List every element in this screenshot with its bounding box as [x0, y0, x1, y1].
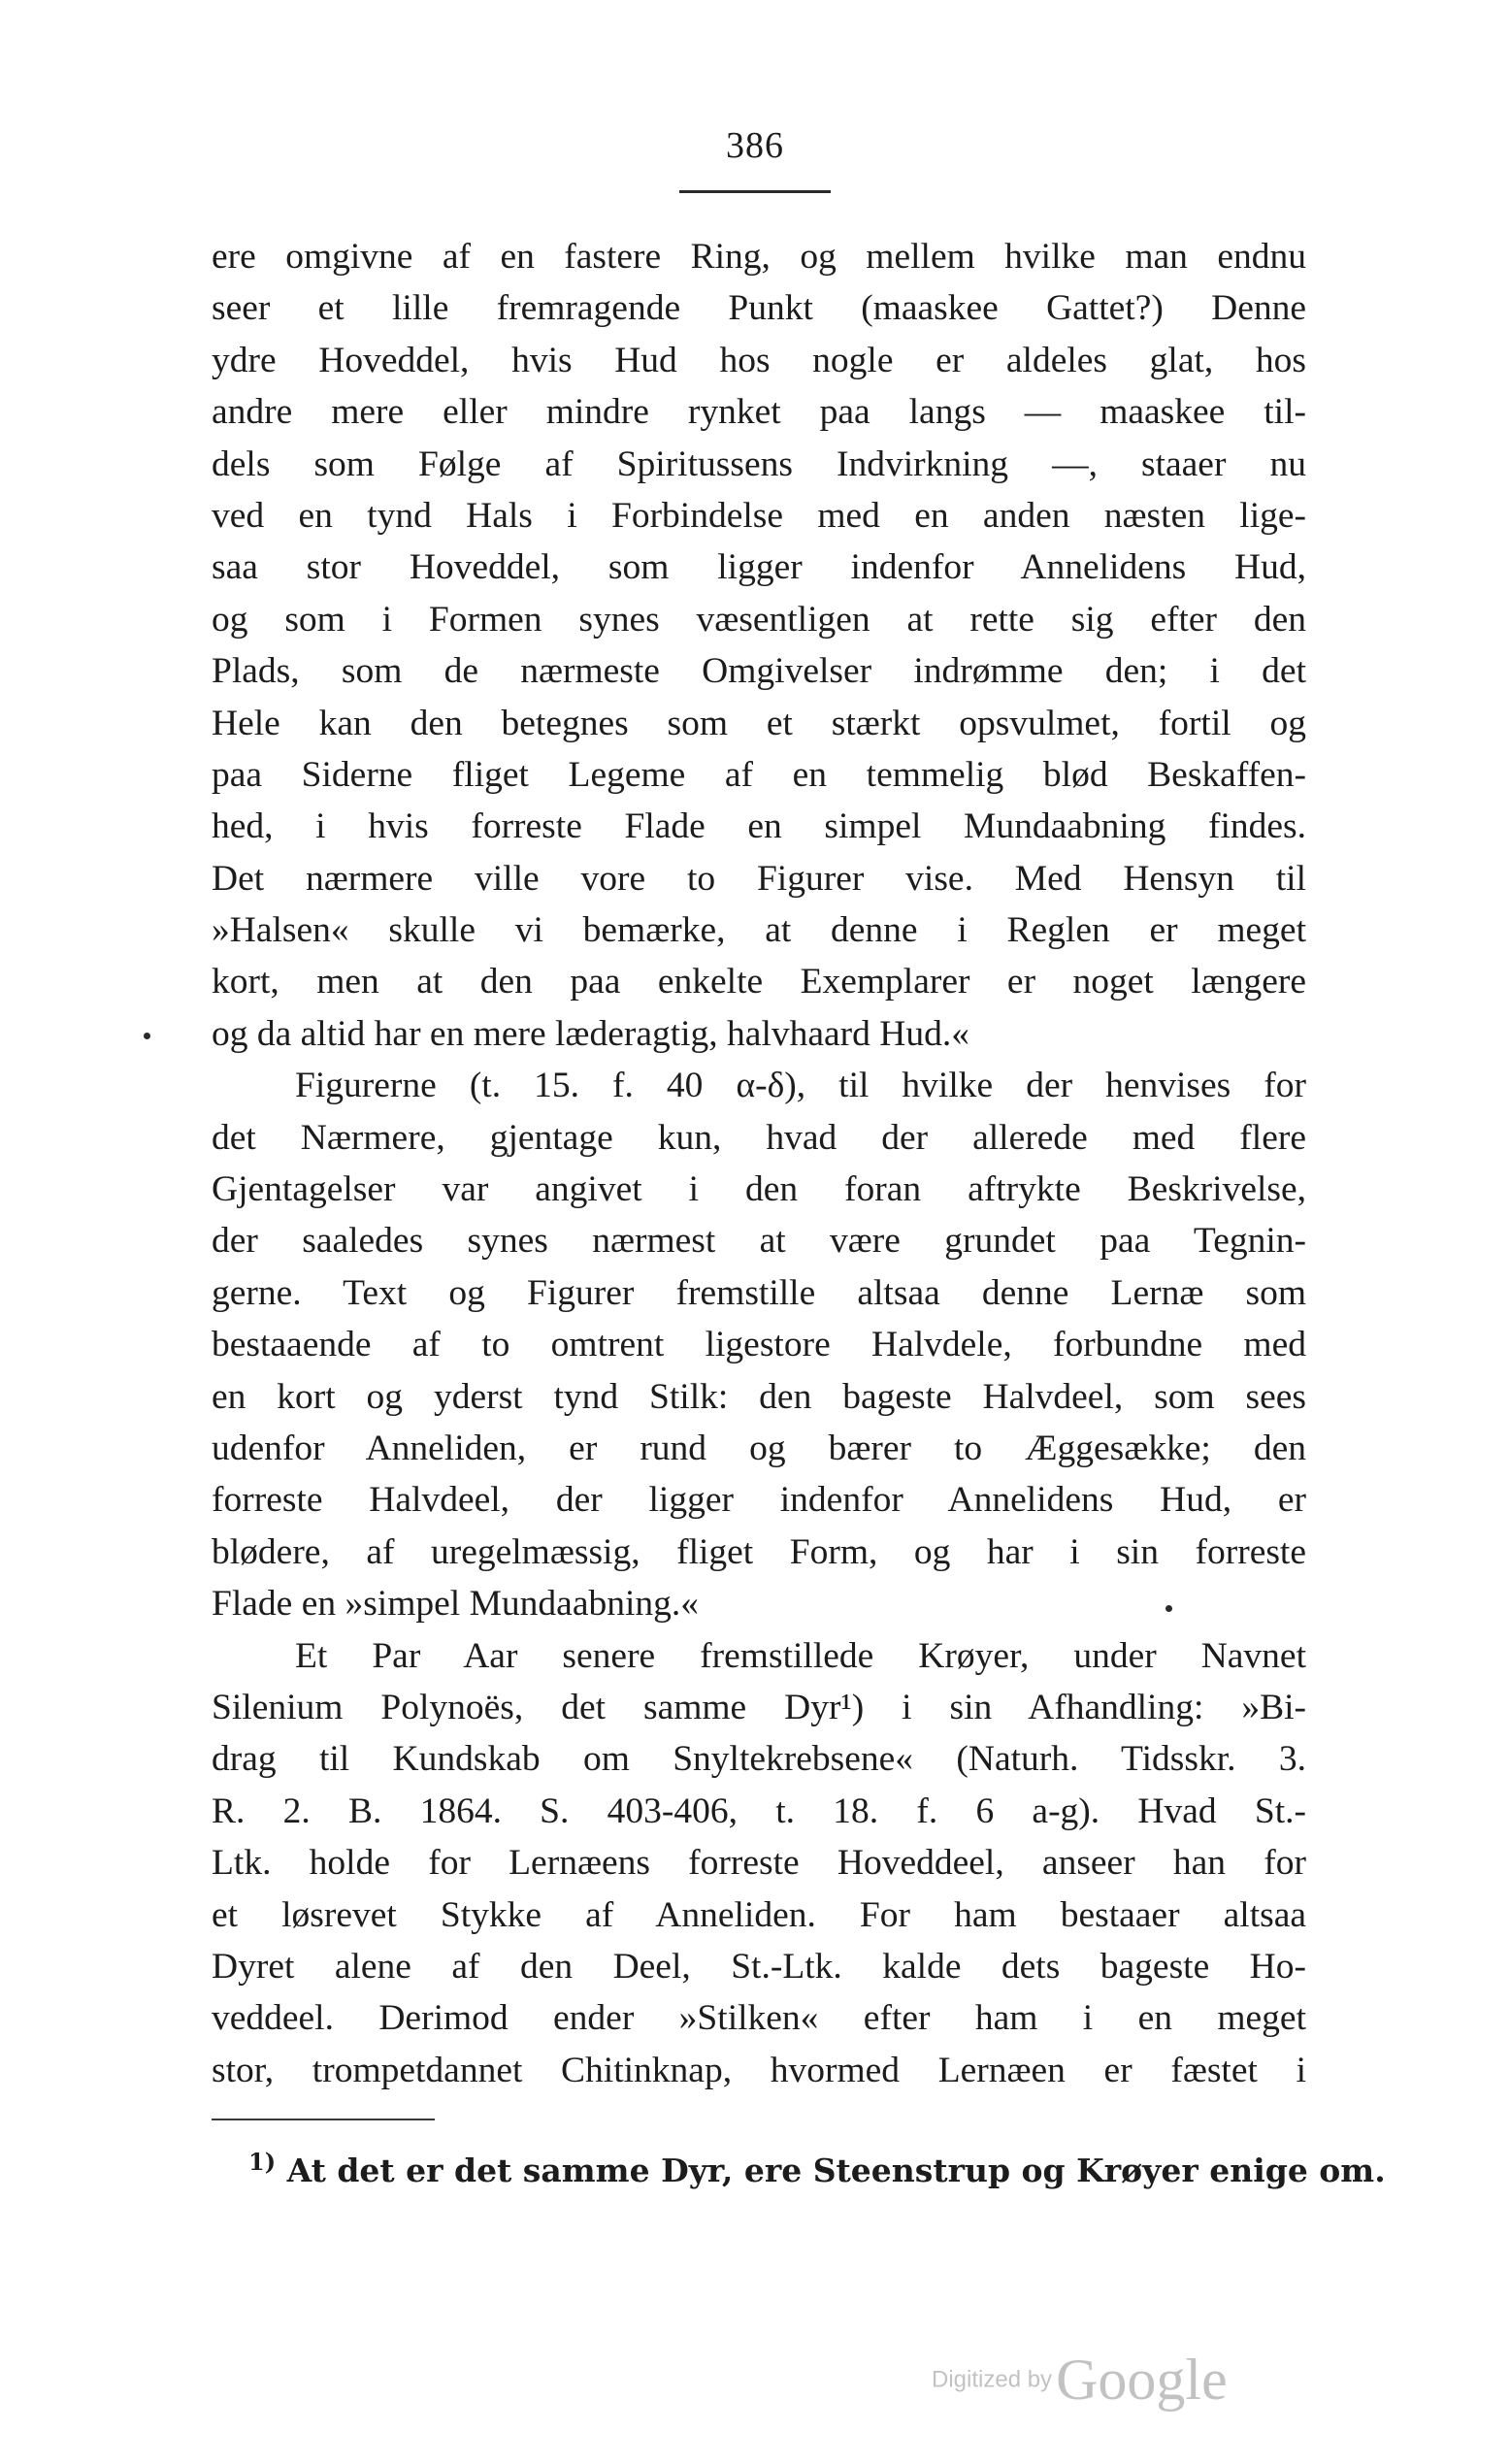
digitized-watermark	[932, 2347, 1228, 2414]
text-line: »Halsen« skulle vi bemærke, at denne i Reglen er meget	[212, 910, 1306, 951]
footnote-marker: 1)	[248, 2148, 277, 2176]
text-line: gerne. Text og Figurer fremstille altsaa denne Lernæ som	[212, 1272, 1306, 1313]
text-line: Figurerne (t. 15. f. 40 α-δ), til hvilke der henvises for	[295, 1066, 1306, 1106]
text-line: R. 2. B. 1864. S. 403-406, t. 18. f. 6 a-g). Hvad St.-	[212, 1791, 1306, 1831]
text-line: et løsrevet Stykke af Anneliden. For ham bestaaer altsaa	[212, 1894, 1306, 1935]
text-line: Dyret alene af den Deel, St.-Ltk. kalde dets bageste Ho-	[212, 1946, 1306, 1987]
text-line: kort, men at den paa enkelte Exemplarer er noget længere	[212, 962, 1306, 1002]
watermark-brand-logo: Google	[1056, 2348, 1228, 2412]
text-line: stor, trompetdannet Chitinknap, hvormed Lernæen er fæstet i	[212, 2050, 1306, 2090]
text-line: Hele kan den betegnes som et stærkt opsvulmet, fortil og	[212, 703, 1306, 743]
text-line: ydre Hoveddel, hvis Hud hos nogle er aldeles glat, hos	[212, 340, 1306, 380]
text-line: Ltk. holde for Lernæens forreste Hoveddeel, anseer han for	[212, 1843, 1306, 1884]
text-line: ere omgivne af en fastere Ring, og mellem hvilke man endnu	[212, 237, 1306, 277]
text-line: og som i Formen synes væsentligen at rette sig efter den	[212, 599, 1306, 640]
text-line: bestaaende af to omtrent ligestore Halvdele, forbundne med	[212, 1325, 1306, 1365]
footnote-text: At det er det samme Dyr, ere Steenstrup og Krøyer enige om.	[286, 2152, 1386, 2189]
text-line: Et Par Aar senere fremstillede Krøyer, under Navnet	[295, 1635, 1306, 1676]
text-line: saa stor Hoveddel, som ligger indenfor Annelidens Hud,	[212, 547, 1306, 588]
text-line: Plads, som de nærmeste Omgivelser indrømme den; i det	[212, 651, 1306, 692]
text-line: drag til Kundskab om Snyltekrebsene« (Naturh. Tidsskr. 3.	[212, 1739, 1306, 1780]
text-line: seer et lille fremragende Punkt (maaskee Gattet?) Denne	[212, 288, 1306, 329]
text-line: dels som Følge af Spiritussens Indvirkning —, staaer nu	[212, 444, 1306, 484]
body-text	[212, 231, 1306, 2096]
scan-speck	[1165, 1605, 1172, 1612]
text-line: en kort og yderst tynd Stilk: den bageste Halvdeel, som sees	[212, 1376, 1306, 1417]
watermark-prefix: Digitized by	[932, 2366, 1053, 2393]
page-number: 386	[726, 125, 784, 166]
text-line: ved en tynd Hals i Forbindelse med en anden næsten lige-	[212, 495, 1306, 536]
text-line: veddeel. Derimod ender »Stilken« efter ham i en meget	[212, 1998, 1306, 2039]
page-number-rule	[679, 190, 831, 193]
text-line: Gjentagelser var angivet i den foran aftrykte Beskrivelse,	[212, 1169, 1306, 1210]
text-line: Silenium Polynoës, det samme Dyr¹) i sin Afhandling: »Bi-	[212, 1687, 1306, 1727]
footnote	[248, 2139, 1386, 2194]
text-line: det Nærmere, gjentage kun, hvad der allerede med flere	[212, 1117, 1306, 1158]
text-line: forreste Halvdeel, der ligger indenfor Annelidens Hud, er	[212, 1480, 1306, 1521]
text-line: hed, i hvis forreste Flade en simpel Mundaabning findes.	[212, 806, 1306, 847]
text-line: Det nærmere ville vore to Figurer vise. Med Hensyn til	[212, 858, 1306, 899]
text-line: udenfor Anneliden, er rund og bærer to Æggesække; den	[212, 1428, 1306, 1468]
footnote-rule	[212, 2119, 435, 2120]
text-line: Flade en »simpel Mundaabning.«	[212, 1584, 700, 1625]
text-line: andre mere eller mindre rynket paa langs — maaskee til-	[212, 392, 1306, 433]
text-line: paa Siderne fliget Legeme af en temmelig blød Beskaffen-	[212, 754, 1306, 795]
text-line: blødere, af uregelmæssig, fliget Form, og har i sin forreste	[212, 1531, 1306, 1572]
text-line: der saaledes synes nærmest at være grundet paa Tegnin-	[212, 1221, 1306, 1262]
text-line: og da altid har en mere læderagtig, halvhaard Hud.«	[212, 1013, 969, 1054]
scan-speck	[144, 1033, 150, 1039]
